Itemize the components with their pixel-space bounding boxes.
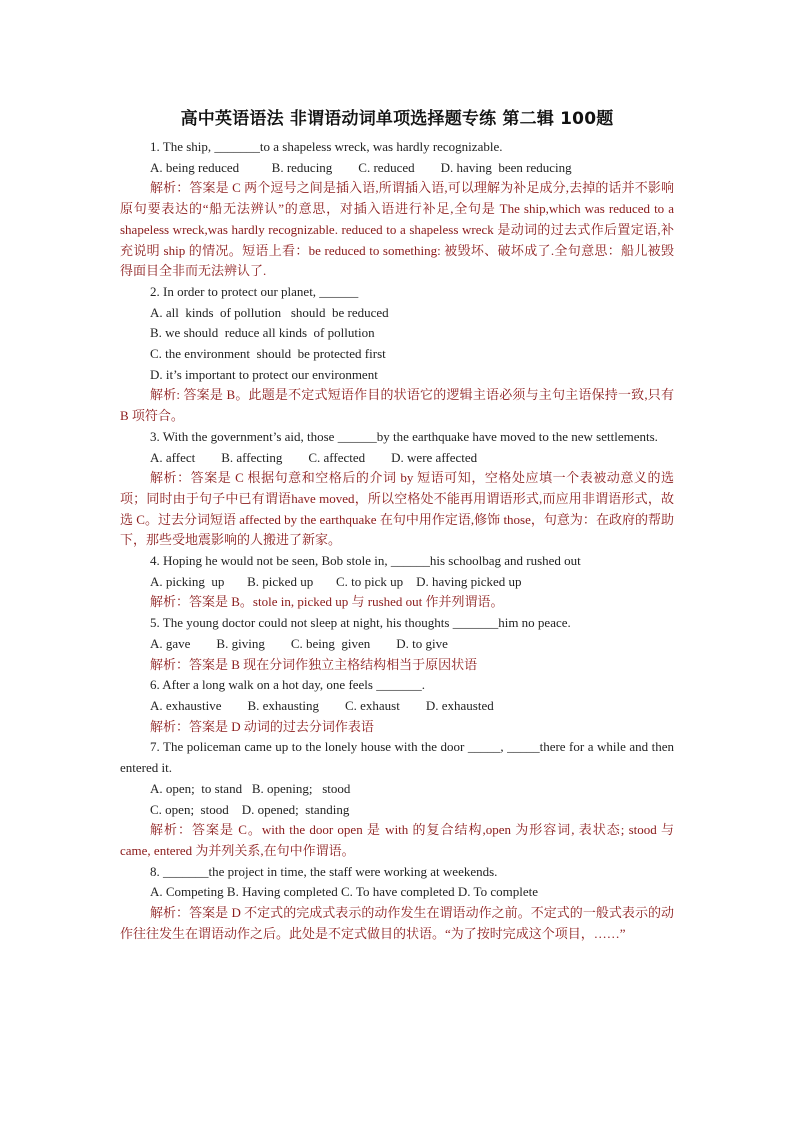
question-2-analysis: 解析: 答案是 B。此题是不定式短语作目的状语它的逻辑主语必须与主句主语保持一致,只有 B 项符合。 <box>120 387 674 424</box>
question-4-stem: 4. Hoping he would not be seen, Bob stole in, ______his schoolbag and rushed out <box>150 553 581 569</box>
question-1-analysis: 解析：答案是 C 两个逗号之间是插入语,所谓插入语,可以理解为补足成分,去掉的话并不影响原句要表达的“船无法辨认”的意思，对插入语进行补足,全句是 The ship,which was reduced to a shapeless wreck,was hardly recognizable. reduced to a shapeless wreck 是动词的过去式作后置定语,补充说明 ship 的情况。短语上看：be reduced to something: 被毁坏、破坏成了.全句意思：船儿被毁得面目全非而无法辨认了. <box>120 180 674 279</box>
question-1-stem: 1. The ship, _______to a shapeless wreck, was hardly recognizable. <box>150 139 503 154</box>
question-3-stem: 3. With the government’s aid, those ______by the earthquake have moved to the new settlements. <box>150 428 658 444</box>
question-5-analysis: 解析：答案是 B 现在分词作独立主格结构相当于原因状语 <box>150 656 478 672</box>
question-2-option-c: C. the environment should be protected first <box>150 346 386 362</box>
question-2-option-b: B. we should reduce all kinds of pollution <box>150 325 375 341</box>
question-4-options: A. picking up B. picked up C. to pick up D. having picked up <box>150 573 522 589</box>
document-title: 高中英语语法 非谓语动词单项选择题专练 第二辑 100题 <box>180 109 614 129</box>
question-8-stem: 8. _______the project in time, the staff were working at weekends. <box>150 863 498 879</box>
question-6-analysis: 解析：答案是 D 动词的过去分词作表语 <box>150 718 374 734</box>
question-2-option-a: A. all kinds of pollution should be reduced <box>150 304 389 320</box>
question-3-options: A. affect B. affecting C. affected D. were affected <box>150 449 478 465</box>
question-3-analysis: 解析：答案是 C 根据句意和空格后的介词 by 短语可知，空格处应填一个表被动意义的选项；同时由于句子中已有谓语have moved，所以空格处不能再用谓语形式,而应用非谓语形式，故选 C。过去分词短语 affected by the earthquake 在句中用作定语,修饰 those，句意为：在政府的帮助下，那些受地震影响的人搬进了新家。 <box>120 470 674 548</box>
question-5-options: A. gave B. giving C. being given D. to give <box>150 635 448 651</box>
question-7-option-cd: C. open; stood D. opened; standing <box>150 801 350 817</box>
question-8-options: A. Competing B. Having completed C. To have completed D. To complete <box>150 884 538 900</box>
question-6-stem: 6. After a long walk on a hot day, one feels _______. <box>150 677 425 693</box>
question-1-options: A. being reduced B. reducing C. reduced D. having been reducing <box>150 159 572 175</box>
question-7-analysis: 解析：答案是 C。with the door open 是 with 的复合结构,open 为形容词, 表状态; stood 与 came, entered 为并列关系,在句中作谓语。 <box>120 822 674 858</box>
question-4-analysis: 解析：答案是 B。stole in, picked up 与 rushed out 作并列谓语。 <box>150 594 504 610</box>
question-2-stem: 2. In order to protect our planet, ______ <box>150 283 359 299</box>
question-2-option-d: D. it’s important to protect our environment <box>150 366 378 382</box>
document-page <box>120 104 674 944</box>
question-8-analysis: 解析：答案是 D 不定式的完成式表示的动作发生在谓语动作之前。不定式的一般式表示的动作往往发生在谓语动作之后。此处是不定式做目的状语。“为了按时完成这个项目，……” <box>120 905 674 941</box>
question-6-options: A. exhaustive B. exhausting C. exhaust D. exhausted <box>150 697 494 713</box>
question-7-stem: 7. The policeman came up to the lonely house with the door _____, _____there for a while and then entered it. <box>120 739 674 776</box>
question-7-option-ab: A. open; to stand B. opening; stood <box>150 780 351 796</box>
question-5-stem: 5. The young doctor could not sleep at night, his thoughts _______him no peace. <box>150 615 571 631</box>
